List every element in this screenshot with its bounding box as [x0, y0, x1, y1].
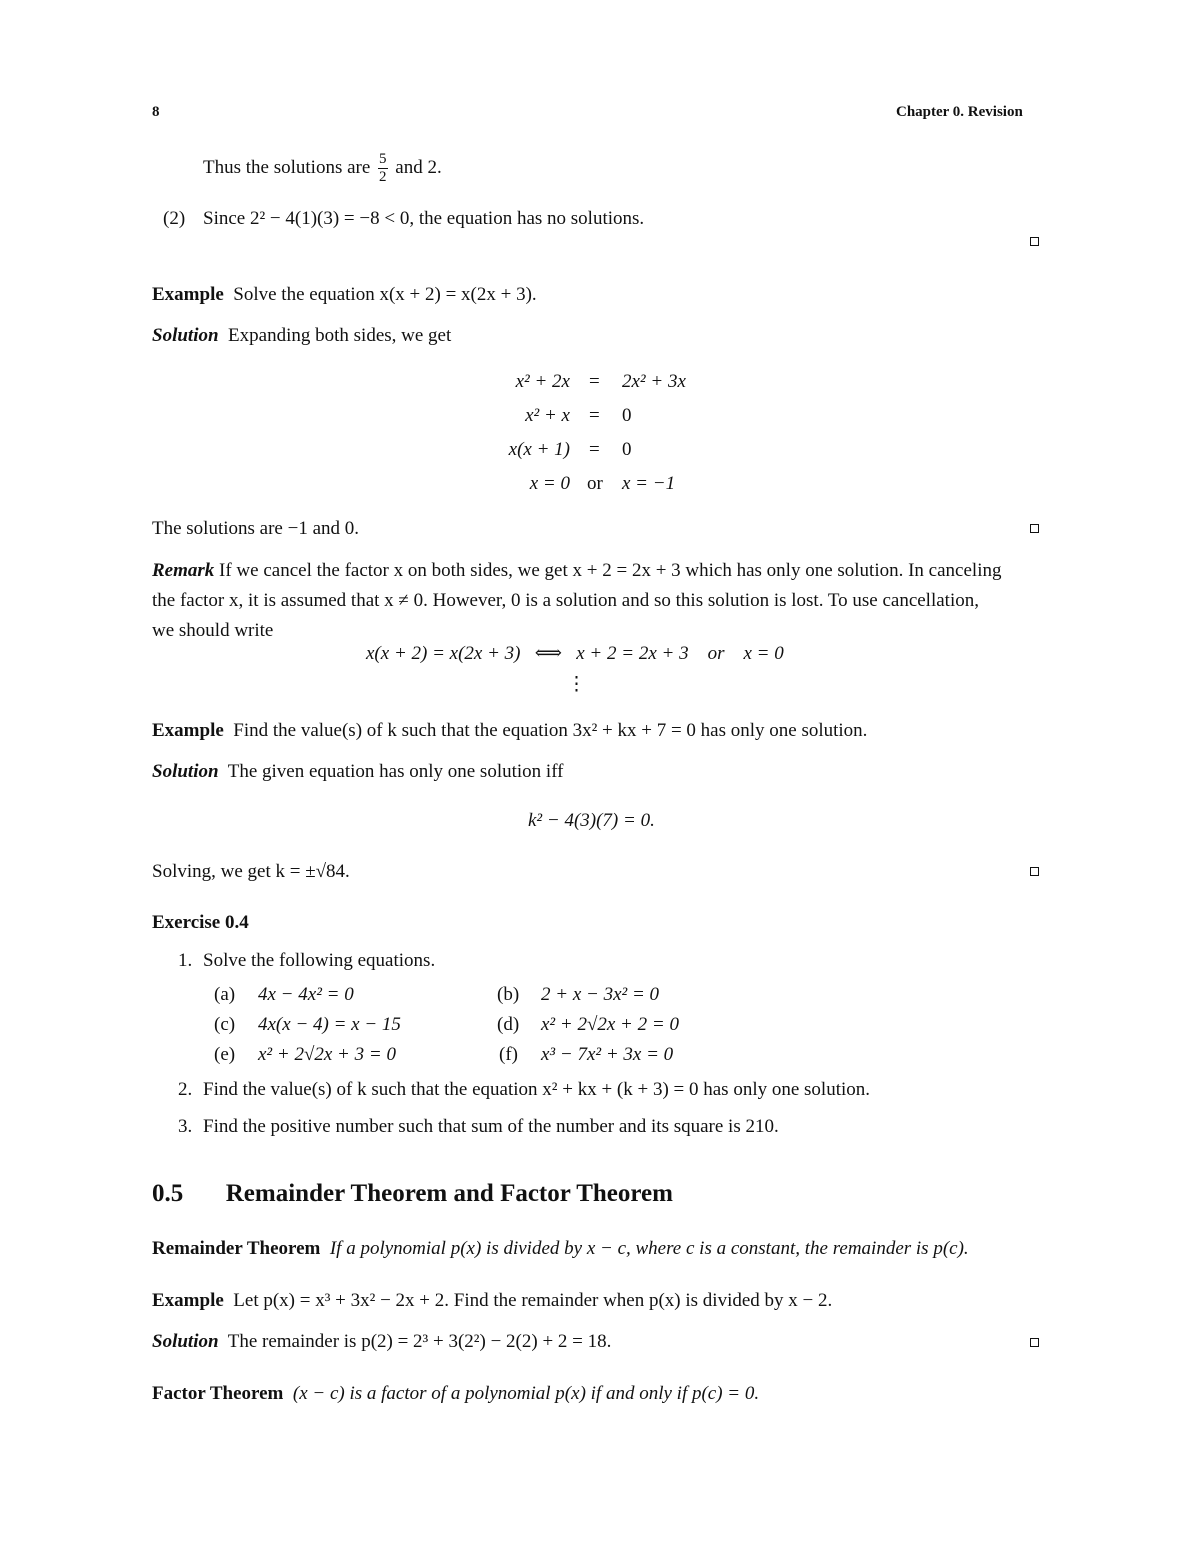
example-text: Let p(x) = x³ + 3x² − 2x + 2. Find the remainder when p(x) is divided by x − 2. [233, 1290, 833, 1311]
example-2 [152, 720, 867, 742]
align-rel: = [589, 439, 600, 460]
example-label: Example [152, 284, 224, 305]
theorem-text: (x − c) is a factor of a polynomial p(x) if and only if p(c) = 0. [292, 1383, 760, 1404]
solution-3 [152, 1331, 611, 1353]
fraction-denominator: 2 [379, 169, 387, 185]
part-equation: 2 + x − 3x² = 0 [541, 984, 660, 1005]
section-title: Remainder Theorem and Factor Theorem [225, 1180, 673, 1207]
example-1 [152, 284, 537, 306]
exercise-item-text: Solve the following equations. [203, 950, 436, 971]
conclusion-2: Solving, we get k = ±√84. [152, 861, 350, 882]
part-equation: 4x − 4x² = 0 [258, 984, 354, 1005]
part-label: (b) [497, 984, 520, 1005]
fraction-five-halves [378, 152, 388, 185]
remark-line-1: If we cancel the factor x on both sides, we get x + 2 = 2x + 3 which has only one solution. In canceling [219, 560, 1002, 581]
fraction-numerator: 5 [379, 151, 387, 167]
example-text: Solve the equation x(x + 2) = x(2x + 3). [233, 284, 537, 305]
solution-text: Expanding both sides, we get [228, 325, 452, 346]
qed-box [1030, 237, 1039, 246]
part-label: (c) [214, 1014, 236, 1035]
remark [152, 560, 1001, 582]
remark-equation: x(x + 2) = x(2x + 3) ⟺ x + 2 = 2x + 3 or x = 0 [366, 643, 784, 664]
align-rhs: 2x² + 3x [622, 371, 686, 392]
solutions-suffix: and 2. [395, 156, 442, 178]
example-label: Example [152, 1290, 224, 1311]
part-label: (d) [497, 1014, 520, 1035]
qed-box [1030, 1338, 1039, 1347]
remainder-theorem [152, 1238, 969, 1260]
exercise-item-text: Find the value(s) of k such that the equation x² + kx + (k + 3) = 0 has only one solution. [203, 1079, 871, 1100]
solution-label: Solution [152, 761, 219, 782]
running-header: Chapter 0. Revision [896, 104, 1023, 120]
align-lhs: x(x + 1) [508, 439, 570, 460]
theorem-label: Remainder Theorem [152, 1238, 321, 1259]
part-equation: 4x(x − 4) = x − 15 [258, 1014, 401, 1035]
align-rel: or [587, 473, 603, 494]
vertical-ellipsis: ⋮ [567, 674, 586, 695]
remark-label: Remark [152, 560, 215, 581]
align-rhs: 0 [622, 405, 632, 426]
part-label: (e) [214, 1044, 236, 1065]
exercise-item-number: 2. [178, 1079, 193, 1100]
exercise-item-number: 3. [178, 1116, 193, 1137]
align-rel: = [589, 405, 600, 426]
example-text: Find the value(s) of k such that the equation 3x² + kx + 7 = 0 has only one solution. [233, 720, 868, 741]
factor-theorem [152, 1383, 759, 1405]
part-equation: x³ − 7x² + 3x = 0 [541, 1044, 674, 1065]
align-rhs: 0 [622, 439, 632, 460]
part-label: (f) [499, 1044, 518, 1065]
align-rel: = [589, 371, 600, 392]
align-lhs: x² + x [525, 405, 570, 426]
qed-box [1030, 524, 1039, 533]
example-label: Example [152, 720, 224, 741]
part-equation: x² + 2√2x + 2 = 0 [541, 1014, 679, 1035]
exercise-title: Exercise 0.4 [152, 912, 249, 933]
remark-line-3: we should write [152, 620, 274, 641]
align-lhs: x = 0 [529, 473, 570, 494]
solution-2 [152, 761, 564, 783]
solutions-line [203, 152, 442, 185]
solution-1 [152, 325, 451, 347]
solution-text: The given equation has only one solution iff [227, 761, 564, 782]
section-number: 0.5 [152, 1180, 184, 1207]
exercise-item-number: 1. [178, 950, 193, 971]
example-3 [152, 1290, 832, 1312]
solutions-prefix: Thus the solutions are [203, 156, 371, 178]
align-rhs: x = −1 [622, 473, 676, 494]
item-2-text: Since 2² − 4(1)(3) = −8 < 0, the equation has no solutions. [203, 208, 645, 229]
section-heading [152, 1180, 673, 1209]
solution-label: Solution [152, 1331, 219, 1352]
qed-box [1030, 867, 1039, 876]
part-label: (a) [214, 984, 236, 1005]
item-2-label: (2) [163, 208, 186, 229]
theorem-text: If a polynomial p(x) is divided by x − c, where c is a constant, the remainder is p(c). [329, 1238, 969, 1259]
solution-label: Solution [152, 325, 219, 346]
part-equation: x² + 2√2x + 3 = 0 [258, 1044, 396, 1065]
theorem-label: Factor Theorem [152, 1383, 284, 1404]
conclusion-1: The solutions are −1 and 0. [152, 518, 360, 539]
remark-line-2: the factor x, it is assumed that x ≠ 0. However, 0 is a solution and so this solution is lost. To use cancellation, [152, 590, 979, 611]
exercise-item-text: Find the positive number such that sum of the number and its square is 210. [203, 1116, 779, 1137]
align-lhs: x² + 2x [515, 371, 570, 392]
page-number: 8 [152, 104, 160, 120]
discriminant-equation: k² − 4(3)(7) = 0. [528, 810, 655, 831]
solution-text: The remainder is p(2) = 2³ + 3(2²) − 2(2) + 2 = 18. [227, 1331, 612, 1352]
